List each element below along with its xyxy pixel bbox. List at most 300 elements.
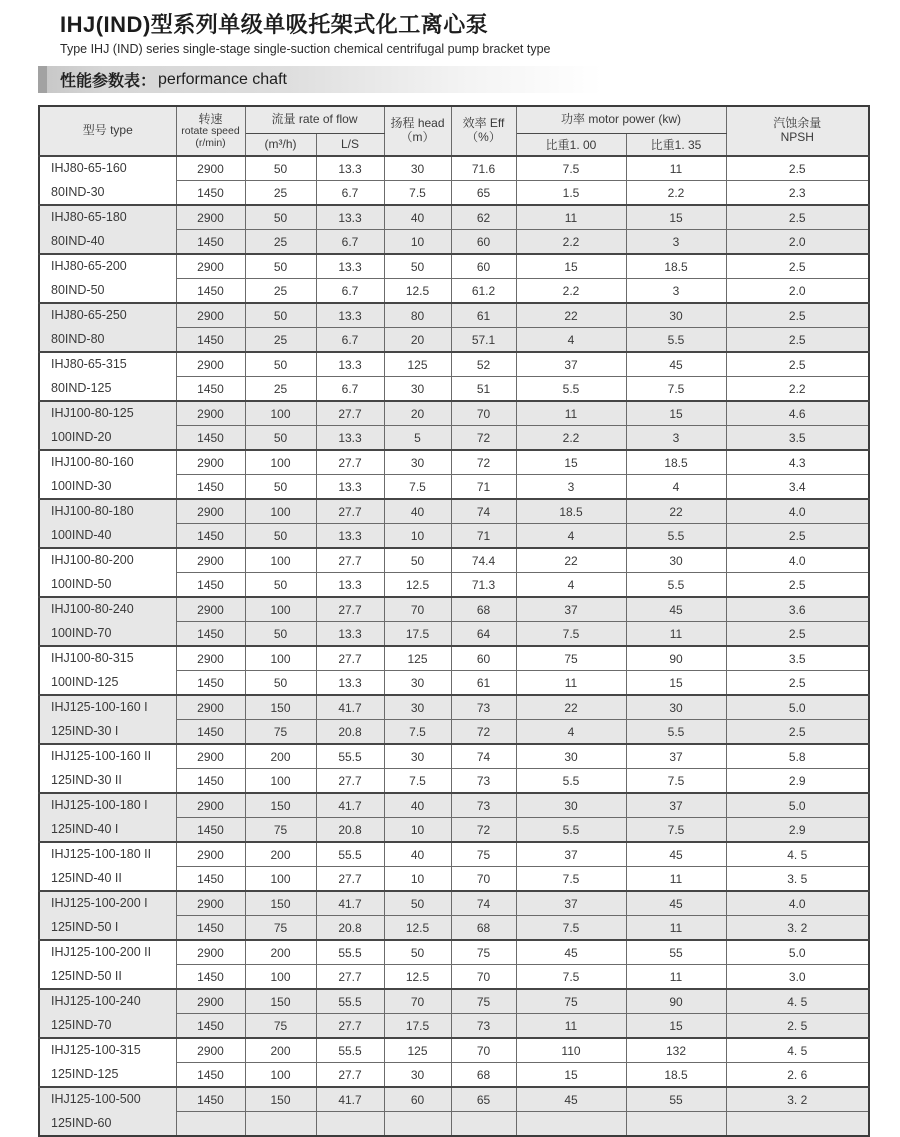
model-line: 125IND-30 I <box>51 723 119 738</box>
data-cell: 2.0 <box>726 279 869 304</box>
header-rotate-speed: 转速 rotate speed (r/min) <box>176 106 245 156</box>
data-cell: 150 <box>245 891 316 916</box>
table-body <box>39 156 869 1136</box>
data-cell: 2.2 <box>516 279 626 304</box>
data-cell: 4.0 <box>726 548 869 573</box>
data-cell: 37 <box>516 352 626 377</box>
data-cell: 2900 <box>176 597 245 622</box>
data-cell: 60 <box>451 230 516 255</box>
data-cell: 74 <box>451 891 516 916</box>
model-line: 125IND-40 I <box>51 821 119 836</box>
data-cell: 50 <box>384 254 451 279</box>
data-cell: 65 <box>451 1087 516 1112</box>
data-cell: 2900 <box>176 156 245 181</box>
data-cell: 100 <box>245 769 316 794</box>
data-cell: 11 <box>516 401 626 426</box>
model-line: 100IND-20 <box>51 429 112 444</box>
data-cell: 13.3 <box>316 573 384 598</box>
data-cell: 37 <box>626 744 726 769</box>
data-cell: 4. 5 <box>726 842 869 867</box>
performance-table <box>38 105 870 1137</box>
data-cell: 20.8 <box>316 818 384 843</box>
data-cell: 7.5 <box>516 622 626 647</box>
data-cell: 1450 <box>176 181 245 206</box>
data-cell: 7.5 <box>626 377 726 402</box>
data-cell: 13.3 <box>316 156 384 181</box>
data-cell: 12.5 <box>384 965 451 990</box>
data-cell: 41.7 <box>316 1087 384 1112</box>
data-cell: 61.2 <box>451 279 516 304</box>
data-cell: 200 <box>245 744 316 769</box>
data-cell: 30 <box>384 156 451 181</box>
data-cell: 50 <box>245 573 316 598</box>
data-cell: 10 <box>384 867 451 892</box>
data-cell: 61 <box>451 671 516 696</box>
data-cell: 15 <box>626 205 726 230</box>
data-cell: 30 <box>626 303 726 328</box>
data-cell: 11 <box>626 156 726 181</box>
model-line: IHJ80-65-180 <box>51 210 127 224</box>
table-row <box>39 548 869 573</box>
model-line: 80IND-80 <box>51 331 105 346</box>
model-line: 125IND-50 I <box>51 919 119 934</box>
data-cell: 62 <box>451 205 516 230</box>
document-page <box>0 8 900 1130</box>
data-cell: 30 <box>384 1063 451 1088</box>
data-cell: 2900 <box>176 940 245 965</box>
data-cell: 25 <box>245 328 316 353</box>
data-cell: 6.7 <box>316 377 384 402</box>
model-line: IHJ100-80-200 <box>51 553 134 567</box>
data-cell: 3.6 <box>726 597 869 622</box>
data-cell: 150 <box>245 989 316 1014</box>
model-line: 80IND-40 <box>51 233 105 248</box>
model-line: IHJ125-100-500 <box>51 1092 141 1106</box>
data-cell: 71 <box>451 475 516 500</box>
data-cell: 20.8 <box>316 916 384 941</box>
data-cell: 74 <box>451 744 516 769</box>
data-cell: 4. 5 <box>726 1038 869 1063</box>
model-line: 125IND-60 <box>51 1115 112 1130</box>
header-power-sg100: 比重1. 00 <box>516 133 626 156</box>
data-cell: 70 <box>384 597 451 622</box>
data-cell: 5.0 <box>726 793 869 818</box>
model-line: 125IND-40 II <box>51 870 122 885</box>
data-cell: 2900 <box>176 695 245 720</box>
data-cell: 41.7 <box>316 891 384 916</box>
data-cell: 45 <box>626 597 726 622</box>
data-cell: 2.9 <box>726 769 869 794</box>
data-cell: 80 <box>384 303 451 328</box>
data-cell: 71.3 <box>451 573 516 598</box>
model-line: 100IND-30 <box>51 478 112 493</box>
data-cell <box>626 1112 726 1137</box>
data-cell: 2900 <box>176 548 245 573</box>
data-cell: 100 <box>245 597 316 622</box>
data-cell: 2900 <box>176 352 245 377</box>
header-rate-of-flow: 流量 rate of flow <box>245 106 384 133</box>
model-cell <box>39 940 176 989</box>
data-cell: 30 <box>384 671 451 696</box>
data-cell: 5.5 <box>516 769 626 794</box>
data-cell: 60 <box>451 646 516 671</box>
data-cell: 71 <box>451 524 516 549</box>
data-cell: 4. 5 <box>726 989 869 1014</box>
data-cell: 55.5 <box>316 1038 384 1063</box>
data-cell: 72 <box>451 450 516 475</box>
header-flow-ls: L/S <box>316 133 384 156</box>
section-bar-accent <box>38 66 47 93</box>
model-line: IHJ100-80-125 <box>51 406 134 420</box>
data-cell: 61 <box>451 303 516 328</box>
data-cell: 3 <box>626 230 726 255</box>
data-cell: 4 <box>516 720 626 745</box>
data-cell: 1.5 <box>516 181 626 206</box>
data-cell: 13.3 <box>316 622 384 647</box>
table-row <box>39 254 869 279</box>
data-cell: 37 <box>516 891 626 916</box>
data-cell: 50 <box>245 426 316 451</box>
data-cell: 4 <box>516 328 626 353</box>
data-cell: 27.7 <box>316 769 384 794</box>
data-cell: 2.5 <box>726 720 869 745</box>
data-cell: 5.8 <box>726 744 869 769</box>
table-row <box>39 450 869 475</box>
data-cell: 5.0 <box>726 695 869 720</box>
data-cell: 70 <box>451 867 516 892</box>
data-cell: 70 <box>451 1038 516 1063</box>
data-cell: 13.3 <box>316 205 384 230</box>
data-cell: 1450 <box>176 475 245 500</box>
header-power-sg135: 比重1. 35 <box>626 133 726 156</box>
table-row <box>39 205 869 230</box>
data-cell: 27.7 <box>316 499 384 524</box>
table-row <box>39 940 869 965</box>
data-cell: 12.5 <box>384 279 451 304</box>
data-cell: 132 <box>626 1038 726 1063</box>
data-cell: 40 <box>384 499 451 524</box>
data-cell: 71.6 <box>451 156 516 181</box>
table-row <box>39 646 869 671</box>
data-cell: 7.5 <box>384 181 451 206</box>
data-cell: 1450 <box>176 965 245 990</box>
data-cell: 27.7 <box>316 867 384 892</box>
data-cell: 2.2 <box>626 181 726 206</box>
data-cell: 3.0 <box>726 965 869 990</box>
data-cell: 1450 <box>176 573 245 598</box>
header-head: 扬程 head （m） <box>384 106 451 156</box>
model-line: 125IND-70 <box>51 1017 112 1032</box>
table-row <box>39 352 869 377</box>
data-cell: 2900 <box>176 891 245 916</box>
data-cell: 45 <box>516 940 626 965</box>
data-cell: 13.3 <box>316 352 384 377</box>
data-cell: 2.5 <box>726 573 869 598</box>
data-cell: 2900 <box>176 989 245 1014</box>
data-cell: 2.5 <box>726 524 869 549</box>
model-cell <box>39 695 176 744</box>
data-cell: 75 <box>451 940 516 965</box>
data-cell: 2.5 <box>726 254 869 279</box>
data-cell: 17.5 <box>384 622 451 647</box>
data-cell: 45 <box>626 891 726 916</box>
data-cell: 55 <box>626 940 726 965</box>
data-cell: 45 <box>516 1087 626 1112</box>
data-cell: 2.5 <box>726 205 869 230</box>
data-cell: 50 <box>245 156 316 181</box>
data-cell: 50 <box>384 548 451 573</box>
data-cell: 10 <box>384 230 451 255</box>
data-cell: 5.0 <box>726 940 869 965</box>
data-cell: 2900 <box>176 401 245 426</box>
model-cell <box>39 646 176 695</box>
data-cell: 50 <box>245 475 316 500</box>
table-row <box>39 793 869 818</box>
data-cell: 4.0 <box>726 891 869 916</box>
data-cell: 20.8 <box>316 720 384 745</box>
table-row <box>39 401 869 426</box>
data-cell: 15 <box>626 1014 726 1039</box>
data-cell: 2.5 <box>726 352 869 377</box>
data-cell: 2. 6 <box>726 1063 869 1088</box>
data-cell: 60 <box>451 254 516 279</box>
data-cell: 57.1 <box>451 328 516 353</box>
model-cell <box>39 744 176 793</box>
data-cell: 110 <box>516 1038 626 1063</box>
data-cell: 4.6 <box>726 401 869 426</box>
data-cell: 1450 <box>176 1063 245 1088</box>
data-cell: 2.5 <box>726 671 869 696</box>
model-line: IHJ100-80-180 <box>51 504 134 518</box>
data-cell: 45 <box>626 352 726 377</box>
data-cell: 2.5 <box>726 156 869 181</box>
data-cell: 37 <box>516 842 626 867</box>
data-cell: 20 <box>384 401 451 426</box>
data-cell: 100 <box>245 965 316 990</box>
model-cell <box>39 499 176 548</box>
table-row <box>39 499 869 524</box>
header-type: 型号 type <box>39 106 176 156</box>
data-cell: 6.7 <box>316 181 384 206</box>
data-cell: 7.5 <box>516 156 626 181</box>
model-line: IHJ100-80-315 <box>51 651 134 665</box>
data-cell: 2.2 <box>516 230 626 255</box>
data-cell: 25 <box>245 279 316 304</box>
data-cell: 1450 <box>176 720 245 745</box>
data-cell: 3.4 <box>726 475 869 500</box>
model-cell <box>39 303 176 352</box>
data-cell: 41.7 <box>316 695 384 720</box>
data-cell: 11 <box>626 867 726 892</box>
data-cell: 5.5 <box>626 573 726 598</box>
table-row <box>39 1087 869 1112</box>
data-cell: 100 <box>245 401 316 426</box>
data-cell: 75 <box>516 989 626 1014</box>
data-cell: 1450 <box>176 524 245 549</box>
table-row <box>39 597 869 622</box>
data-cell: 40 <box>384 205 451 230</box>
model-line: IHJ125-100-200 II <box>51 945 152 959</box>
data-cell: 50 <box>245 303 316 328</box>
data-cell: 12.5 <box>384 573 451 598</box>
model-line: IHJ80-65-250 <box>51 308 127 322</box>
data-cell: 50 <box>245 671 316 696</box>
data-cell: 11 <box>626 965 726 990</box>
data-cell: 125 <box>384 646 451 671</box>
data-cell: 72 <box>451 426 516 451</box>
data-cell: 2900 <box>176 303 245 328</box>
data-cell: 30 <box>384 377 451 402</box>
table-row <box>39 989 869 1014</box>
model-line: IHJ125-100-180 I <box>51 798 148 812</box>
data-cell: 30 <box>384 450 451 475</box>
data-cell: 27.7 <box>316 597 384 622</box>
data-cell: 70 <box>451 965 516 990</box>
data-cell: 7.5 <box>384 475 451 500</box>
data-cell: 2.5 <box>726 622 869 647</box>
data-cell: 10 <box>384 524 451 549</box>
data-cell: 7.5 <box>516 867 626 892</box>
data-cell: 100 <box>245 646 316 671</box>
data-cell: 13.3 <box>316 475 384 500</box>
table-row <box>39 1038 869 1063</box>
data-cell: 2.0 <box>726 230 869 255</box>
data-cell: 25 <box>245 230 316 255</box>
data-cell <box>726 1112 869 1137</box>
data-cell: 7.5 <box>626 818 726 843</box>
data-cell: 2900 <box>176 744 245 769</box>
data-cell: 22 <box>516 303 626 328</box>
table-row <box>39 303 869 328</box>
data-cell: 75 <box>516 646 626 671</box>
data-cell: 2.2 <box>726 377 869 402</box>
data-cell: 27.7 <box>316 450 384 475</box>
model-cell <box>39 1038 176 1087</box>
data-cell: 100 <box>245 548 316 573</box>
model-cell <box>39 156 176 205</box>
data-cell: 1450 <box>176 1014 245 1039</box>
data-cell: 60 <box>384 1087 451 1112</box>
data-cell: 70 <box>384 989 451 1014</box>
data-cell: 7.5 <box>384 769 451 794</box>
data-cell: 5 <box>384 426 451 451</box>
data-cell: 11 <box>516 671 626 696</box>
data-cell: 125 <box>384 1038 451 1063</box>
data-cell: 1450 <box>176 867 245 892</box>
data-cell: 52 <box>451 352 516 377</box>
model-line: 125IND-30 II <box>51 772 122 787</box>
data-cell: 5.5 <box>626 720 726 745</box>
data-cell: 1450 <box>176 916 245 941</box>
data-cell: 72 <box>451 818 516 843</box>
data-cell: 13.3 <box>316 671 384 696</box>
data-cell: 5.5 <box>516 377 626 402</box>
data-cell: 1450 <box>176 671 245 696</box>
data-cell: 2900 <box>176 450 245 475</box>
header-motor-power: 功率 motor power (kw) <box>516 106 726 133</box>
data-cell: 45 <box>626 842 726 867</box>
data-cell: 1450 <box>176 426 245 451</box>
model-line: IHJ125-100-160 I <box>51 700 148 714</box>
data-cell: 1450 <box>176 769 245 794</box>
data-cell: 73 <box>451 769 516 794</box>
data-cell: 5.5 <box>516 818 626 843</box>
data-cell: 4.0 <box>726 499 869 524</box>
data-cell: 15 <box>516 254 626 279</box>
model-cell <box>39 793 176 842</box>
data-cell: 55.5 <box>316 744 384 769</box>
header-flow-m3h: (m³/h) <box>245 133 316 156</box>
data-cell: 100 <box>245 1063 316 1088</box>
data-cell: 3 <box>626 426 726 451</box>
data-cell: 22 <box>516 548 626 573</box>
data-cell: 13.3 <box>316 524 384 549</box>
table-row <box>39 156 869 181</box>
data-cell: 4.3 <box>726 450 869 475</box>
data-cell: 15 <box>516 450 626 475</box>
section-label-en: performance chaft <box>158 70 287 88</box>
model-line: IHJ80-65-160 <box>51 161 127 175</box>
data-cell <box>176 1112 245 1137</box>
data-cell: 6.7 <box>316 230 384 255</box>
data-cell: 51 <box>451 377 516 402</box>
data-cell: 13.3 <box>316 426 384 451</box>
data-cell <box>316 1112 384 1137</box>
data-cell: 125 <box>384 352 451 377</box>
data-cell: 25 <box>245 181 316 206</box>
model-line: IHJ125-100-180 II <box>51 847 152 861</box>
data-cell: 55.5 <box>316 842 384 867</box>
data-cell: 50 <box>245 352 316 377</box>
data-cell: 7.5 <box>626 769 726 794</box>
table-row <box>39 891 869 916</box>
data-cell: 18.5 <box>626 450 726 475</box>
data-cell: 30 <box>626 695 726 720</box>
data-cell: 74 <box>451 499 516 524</box>
data-cell: 50 <box>384 940 451 965</box>
data-cell: 27.7 <box>316 1014 384 1039</box>
data-cell: 68 <box>451 916 516 941</box>
data-cell: 2900 <box>176 842 245 867</box>
data-cell <box>384 1112 451 1137</box>
data-cell: 18.5 <box>516 499 626 524</box>
data-cell: 4 <box>516 573 626 598</box>
model-line: IHJ125-100-315 <box>51 1043 141 1057</box>
data-cell: 2900 <box>176 499 245 524</box>
data-cell: 50 <box>245 205 316 230</box>
header-efficiency: 效率 Eff （%） <box>451 106 516 156</box>
data-cell: 75 <box>451 842 516 867</box>
data-cell: 2.5 <box>726 328 869 353</box>
data-cell: 2.9 <box>726 818 869 843</box>
data-cell: 50 <box>245 622 316 647</box>
data-cell: 2.3 <box>726 181 869 206</box>
data-cell: 2900 <box>176 205 245 230</box>
section-bar <box>38 66 868 93</box>
data-cell: 2900 <box>176 793 245 818</box>
data-cell: 37 <box>516 597 626 622</box>
data-cell: 100 <box>245 867 316 892</box>
data-cell: 2.5 <box>726 303 869 328</box>
data-cell: 3.5 <box>726 646 869 671</box>
data-cell: 7.5 <box>516 916 626 941</box>
data-cell: 200 <box>245 940 316 965</box>
data-cell: 2900 <box>176 646 245 671</box>
model-line: IHJ125-100-200 I <box>51 896 148 910</box>
model-cell <box>39 205 176 254</box>
data-cell: 2. 5 <box>726 1014 869 1039</box>
model-line: 100IND-50 <box>51 576 112 591</box>
